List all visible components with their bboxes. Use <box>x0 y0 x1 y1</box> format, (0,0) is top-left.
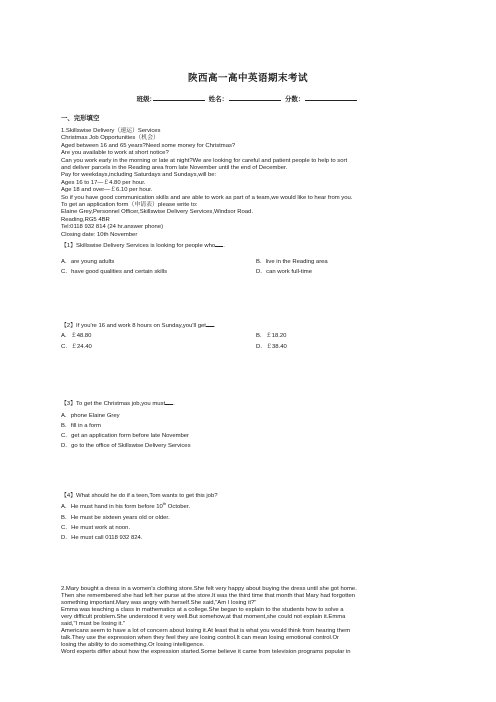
option-text: A．He must hand in his form before 10 <box>61 504 163 510</box>
passage-1 <box>61 128 441 239</box>
passage-line: losing the ability to do something.Or losing intelligence. <box>61 642 205 648</box>
question-3-option-b[interactable]: B．fill in a form <box>61 423 101 429</box>
passage-line: Aged between 16 and 65 years?Need some money for Christmas? <box>61 142 236 149</box>
question-stem-text: 【3】To get the Christmas job,you must <box>61 401 166 407</box>
question-2-option-d[interactable]: D．￡38.40 <box>256 344 287 350</box>
passage-line: So if you have good communication skills and are able to work as part of a team,we would like to hear from you. <box>61 194 353 201</box>
passage-line: Elaine Grey,Personnel Officer,Skillswise Delivery Services,Windsor Road. <box>61 209 253 216</box>
name-label: 姓名： <box>208 96 229 103</box>
question-3-option-a[interactable]: A．phone Elaine Grey <box>61 413 120 419</box>
question-stem-text: 【1】Skillswise Delivery Services is looking for people who <box>61 243 216 249</box>
passage-line: Closing date: 10th November <box>61 231 138 238</box>
passage-line: Emma was teaching a class in mathematics at a college.She began to explain to the students how to solve a <box>61 607 344 613</box>
answer-blank[interactable] <box>165 399 173 405</box>
option-superscript: th <box>162 501 167 507</box>
question-4-option-d[interactable]: D．He must call 0118 932 824. <box>61 535 143 541</box>
passage-line: Then she remembered she had left her purse at the store.It was the third time that month that Mary had forgotten <box>61 593 356 599</box>
passage-line: Christmas Job Opportunities（机会） <box>61 135 159 142</box>
passage-line: Word experts differ about how the expression started.Some believe it came from television programs popular in <box>61 649 351 655</box>
question-1-stem: 【1】Skillswise Delivery Services is looking for people who . <box>61 243 225 249</box>
passage-line: Ages 16 to 17—￡4.80 per hour. <box>61 179 146 186</box>
class-blank[interactable] <box>153 94 205 101</box>
passage-line: and deliver parcels in the Reading area from late November until the end of December. <box>61 165 288 172</box>
passage-line: Tel:0118 932 814 (24 hr.answer phone) <box>61 224 164 231</box>
question-3-stem: 【3】To get the Christmas job,you must . <box>61 401 175 407</box>
passage-line: 1.Skillswise Delivery（速运）Services <box>61 128 161 134</box>
question-4-option-c[interactable]: C．He must work at noon. <box>61 525 131 531</box>
question-1-option-c[interactable]: C．have good qualities and certain skills <box>61 269 168 275</box>
question-2-stem: 【2】If you're 16 and work 8 hours on Sunday,you'll get . <box>61 323 216 329</box>
passage-line: 2.Mary bought a dress in a women's clothing store.She felt very happy about buying the dress until she got home. <box>61 586 357 592</box>
passage-line: Can you work early in the morning or late at night?We are looking for careful and patient people to help to sort <box>61 157 348 164</box>
passage-line: To get an application form（申请表）please write to: <box>61 202 198 209</box>
score-blank[interactable] <box>305 94 357 101</box>
question-2-option-c[interactable]: C．￡24.40 <box>61 344 92 350</box>
question-4-option-a[interactable] <box>61 501 190 510</box>
question-3-option-d[interactable]: D．go to the office of Skillswise Delivery Services <box>61 443 191 449</box>
class-label: 班级: <box>136 96 152 103</box>
option-text-tail: October. <box>166 504 191 510</box>
answer-blank[interactable] <box>215 241 223 247</box>
passage-2 <box>61 586 446 656</box>
question-1-option-a[interactable]: A．are young adults <box>61 259 115 265</box>
student-info-line <box>0 94 496 103</box>
question-4-option-b[interactable]: B．He must be sixteen years old or older. <box>61 515 170 521</box>
question-1-option-b[interactable]: B．live in the Reading area <box>256 259 328 265</box>
question-2-option-b[interactable]: B．￡18.20 <box>256 333 287 339</box>
question-4-stem: 【4】What should he do if a teen,Tom wants to get this job? <box>61 493 218 499</box>
passage-line: Americans seem to have a lot of concern about losing it.At least that is what you would think from hearing them <box>61 628 351 634</box>
answer-blank[interactable] <box>206 321 214 327</box>
question-1-option-d[interactable]: D．can work full-time <box>256 269 312 275</box>
passage-line: very difficult problem.She understood it very well.But somehow,at that moment,she could not explain it.Emma <box>61 614 346 620</box>
page-title: 陕西高一高中英语期末考试 <box>187 73 308 84</box>
passage-line: talk.They use the expression when they feel they are losing control.It can mean losing emotional control.Or <box>61 635 339 641</box>
question-2-option-a[interactable]: A．￡48.80 <box>61 333 92 339</box>
question-stem-text: 【2】If you're 16 and work 8 hours on Sunday,you'll get <box>61 323 206 329</box>
passage-line: something important.Mary was angry with herself.She said,"Am I losing it?" <box>61 600 257 606</box>
passage-line: Reading,RG5 4BR <box>61 216 110 223</box>
passage-line: Age 18 and over—￡6.10 per hour. <box>61 187 153 194</box>
question-3-option-c[interactable]: C．get an application form before late November <box>61 433 190 439</box>
passage-line: said,"I must be losing it." <box>61 621 126 627</box>
score-label: 分数： <box>284 96 305 103</box>
passage-line: Are you available to work at short notice? <box>61 150 169 157</box>
passage-line: Pay for weekdays,including Saturdays and Sundays,will be: <box>61 172 217 179</box>
name-blank[interactable] <box>229 94 281 101</box>
section-heading: 一、完形填空 <box>61 115 100 122</box>
